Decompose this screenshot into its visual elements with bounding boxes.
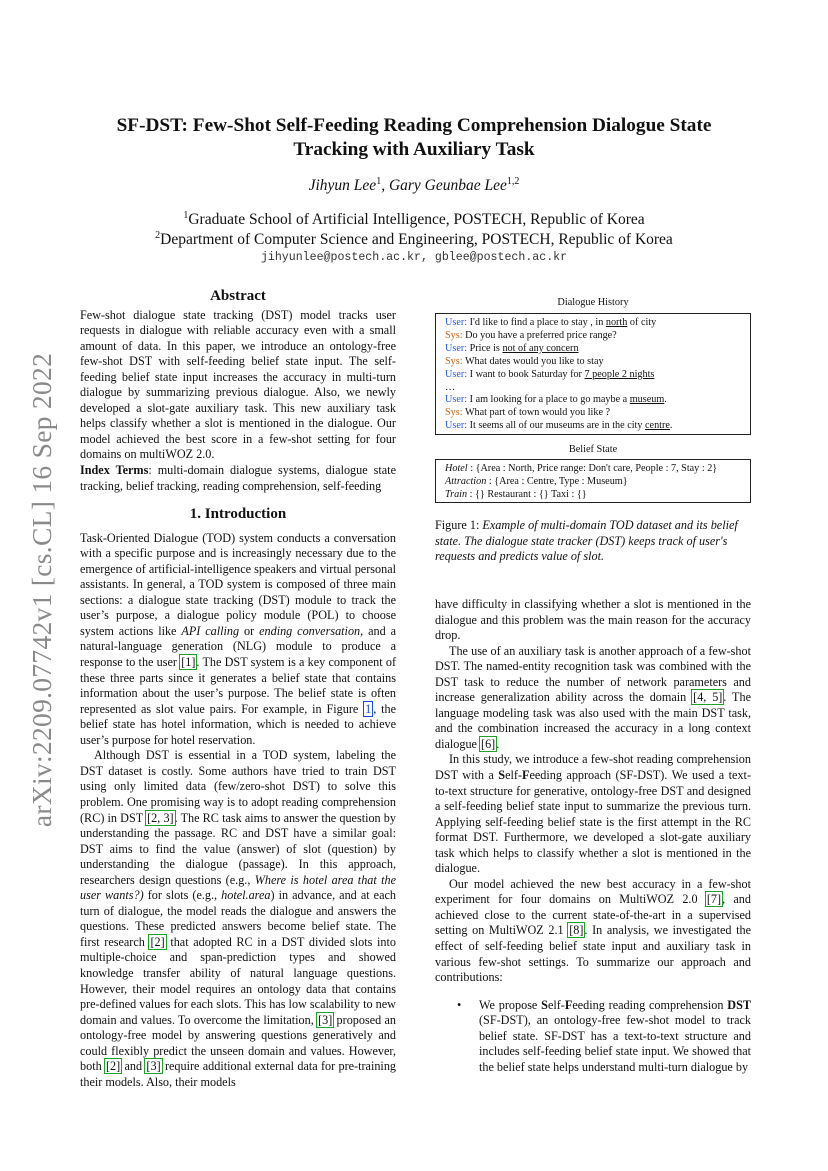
turn-text: What part of town would you like ? bbox=[464, 407, 611, 419]
dialogue-turn bbox=[445, 343, 741, 356]
turn-text: I want to book Saturday for bbox=[469, 368, 585, 380]
turn-text: I'd like to find a place to stay , in bbox=[469, 317, 606, 328]
authors: Jihyun Lee$^1$, Gary Geunbae Lee$^{1,2}$ bbox=[308, 176, 520, 195]
turn-speaker: User: bbox=[445, 420, 468, 432]
intro-paragraph-1: Task-Oriented Dialogue (TOD) system conducts a conversation with a specific purpose and is increasingly necessary due to the emergence of artificial-intelligence speakers and virtual personal assistants. In general, a TOD system is composed of three main sections: a dialogue state tracking (DST) module to track the user’s purpose, a dialogue policy module (POL) to choose system actions like API calling or ending conversation, and a natural-language generation (NLG) module to produce a response to the user [1]. The DST system is a key component of these three parts since it generates a belief state that contains information about the user’s purpose. The belief state is often represented as slot value pairs. For example, in Figure 1 , the belief state has hotel information, which is needed to achieve user’s purpose for hotel reservation. bbox=[80, 530, 397, 747]
dialogue-turn bbox=[445, 317, 741, 330]
dialogue-turn bbox=[445, 407, 741, 420]
turn-speaker: User: bbox=[445, 342, 468, 354]
left-column bbox=[80, 289, 396, 1090]
turn-speaker: … bbox=[445, 381, 456, 393]
contribution-bullet-1: • We propose Self-Feeding reading comprehension DST (SF-DST), an ontology-free few-shot model to track belief state. SF-DST has a text-to-text structure and includes self-feeding belief state input. We showed that the belief state helps understand multi-turn dialogue by bbox=[457, 997, 751, 1074]
figure-caption: Figure 1: Example of multi-domain TOD dataset and its belief state. The dialogue state tracker (DST) keeps track of user's requests and predicts value of slot. bbox=[435, 518, 738, 564]
turn-text: . bbox=[669, 420, 673, 432]
right-column bbox=[435, 597, 751, 1075]
author-emails: jihyunlee@postech.ac.kr, gblee@postech.ac.kr bbox=[260, 251, 568, 264]
intro-paragraph-4: The use of an auxiliary task is another approach of a few-shot DST. The named-entity recognition task was combined with the DST task to reduce the number of network parameters and increase generalization ability across the domain [4, 5]. The language modeling task was also used with the main DST task, and the combination increased the accuracy in a long context dialogue [6]. bbox=[435, 643, 751, 751]
belief-state-label: Belief State bbox=[568, 444, 618, 455]
dialogue-turn bbox=[445, 356, 741, 369]
citation-link[interactable]: [2] bbox=[150, 934, 165, 949]
belief-row-hotel: Hotel : {Area : North, Price range: Don't care, People : 7, Stay : 2} bbox=[445, 463, 718, 474]
intro-paragraph-3: have difficulty in classifying whether a slot is mentioned in the dialogue and this problem was the main reason for the accuracy drop. bbox=[435, 597, 751, 643]
citation-link[interactable]: [3] bbox=[146, 1059, 161, 1074]
intro-heading: 1. Introduction bbox=[189, 506, 287, 523]
dialogue-turn bbox=[445, 394, 741, 407]
belief-row-attraction: Attraction : {Area : Centre, Type : Museum} bbox=[445, 475, 628, 487]
slot-value-text: centre bbox=[645, 420, 670, 432]
affiliation-2: $^2$Department of Computer Science and Engineering, POSTECH, Republic of Korea bbox=[155, 230, 673, 249]
citation-link[interactable]: [4, 5] bbox=[693, 690, 723, 705]
abstract-text: Few-shot dialogue state tracking (DST) model tracks user requests in dialogue with reliable accuracy even with a small amount of data. In this paper, we introduce an ontology-free few-shot DST with self-feeding belief state input. The self-feeding belief state input increases the accuracy in multi-turn dialogue by summarizing previous dialogue. Also, we newly developed a slot-gate auxiliary task. This new auxiliary task helps classify whether a slot is mentioned in the dialogue. Our model achieved the best score in a few-shot setting for four domains on multiWOZ 2.0. bbox=[80, 307, 396, 462]
slot-value-text: not of any concern bbox=[502, 342, 579, 354]
slot-value-text: north bbox=[605, 317, 628, 328]
citation-link[interactable]: [7] bbox=[706, 892, 722, 907]
dialogue-turn bbox=[445, 420, 741, 433]
turn-text: It seems all of our museums are in the city bbox=[469, 420, 646, 432]
citation-link[interactable]: [8] bbox=[569, 923, 584, 938]
intro-paragraph-2: Although DST is essential in a TOD system, labeling the DST dataset is costly. Some authors have tried to train DST using only limited data (few/zero-shot DST) to solve this problem. One promising way is to adopt reading comprehension (RC) in DST [2, 3]. The RC task aims to answer the question by understanding the passage. RC and DST have a similar goal: DST aims to find the value (answer) of slot (question) by understanding the dialogue (passage). In this approach, researchers design questions (e.g., Where is hotel area that the user wants?) for slots (e.g., hotel.area) in advance, and at each turn of dialogue, the model reads the dialogue and answers the questions. These predicted answers become belief state. The first research [2] that adopted RC in a DST divided slots into multiple-choice and span-prediction types and showed knowledge transfer ability of natural language questions. However, their model requires an ontology data that contains pre-defined values for each slots. This has low scalability to new domain and values. To overcome the limitation, [3] proposed an ontology-free model by answering questions generatively and could flexibly predict the unseen domain and values. However, both [2] and [3] require additional external data for pre-training their models. Also, their models bbox=[80, 748, 397, 1089]
citation-link[interactable]: [1] bbox=[181, 655, 196, 670]
slot-value-text: museum bbox=[629, 394, 665, 406]
arxiv-sidebar-stamp: arXiv:2209.07742v1 [cs.CL] 16 Sep 2022 bbox=[26, 352, 57, 828]
dialogue-history-box bbox=[435, 313, 751, 435]
citation-link[interactable]: [3] bbox=[318, 1012, 333, 1027]
turn-text: What dates would you like to stay bbox=[464, 355, 604, 367]
dialogue-turn bbox=[445, 382, 741, 395]
citation-link[interactable]: [6] bbox=[481, 736, 496, 751]
dialogue-history-label: Dialogue History bbox=[557, 297, 629, 308]
intro-paragraph-6: Our model achieved the new best accuracy in a few-shot experiment for four domains on MultiWOZ 2.0 [7], and achieved close to the current state-of-the-art in a supervised setting on MultiWOZ 2.1 [8]. In analysis, we investigated the effect of self-feeding belief state input and auxiliary task in various few-shot settings. To summarize our approach and contributions: bbox=[435, 876, 751, 985]
belief-state-box bbox=[435, 459, 751, 503]
index-terms: Index Terms: multi-domain dialogue systems, dialogue state tracking, belief tracking, reading comprehension, self-feeding bbox=[80, 463, 396, 493]
turn-speaker: User: bbox=[445, 394, 468, 406]
belief-row-train: Train : {} Restaurant : {} Taxi : {} bbox=[445, 488, 587, 500]
turn-text: of city bbox=[627, 317, 657, 328]
turn-speaker: User: bbox=[445, 368, 468, 380]
turn-speaker: Sys: bbox=[445, 329, 463, 341]
affiliation-1: $^1$Graduate School of Artificial Intelligence, POSTECH, Republic of Korea bbox=[183, 210, 645, 229]
dialogue-turn bbox=[445, 369, 741, 382]
turn-text: Price is bbox=[469, 342, 503, 354]
paper-title: SF-DST: Few-Shot Self-Feeding Reading Comprehension Dialogue State Tracking with Auxiliary Task bbox=[116, 115, 712, 160]
citation-link[interactable]: [2] bbox=[105, 1059, 121, 1074]
turn-speaker: User: bbox=[445, 317, 468, 328]
slot-value-text: 7 people 2 nights bbox=[584, 368, 655, 380]
dialogue-turn bbox=[445, 330, 741, 343]
intro-paragraph-5: In this study, we introduce a few-shot reading comprehension DST with a Self-Feeding approach (SF-DST). We used a text-to-text structure for generative, ontology-free DST and designed a self-feeding belief state input to summarize the previous turn. Applying self-feeding belief state is the first attempt in the RC format DST. Furthermore, we developed a slot-gate auxiliary task which helps to classify whether a slot is mentioned in the dialogue. bbox=[435, 752, 752, 876]
turn-speaker: Sys: bbox=[445, 355, 463, 367]
turn-text: I am looking for a place to go maybe a bbox=[469, 394, 630, 406]
abstract-heading: Abstract bbox=[210, 288, 266, 304]
bullet-icon: • bbox=[457, 997, 462, 1012]
citation-link[interactable]: [2, 3] bbox=[147, 810, 174, 825]
turn-speaker: Sys: bbox=[445, 407, 463, 419]
figure-ref-link[interactable]: 1 bbox=[365, 701, 372, 716]
turn-text: . bbox=[664, 394, 667, 406]
turn-text: Do you have a preferred price range? bbox=[465, 329, 617, 341]
